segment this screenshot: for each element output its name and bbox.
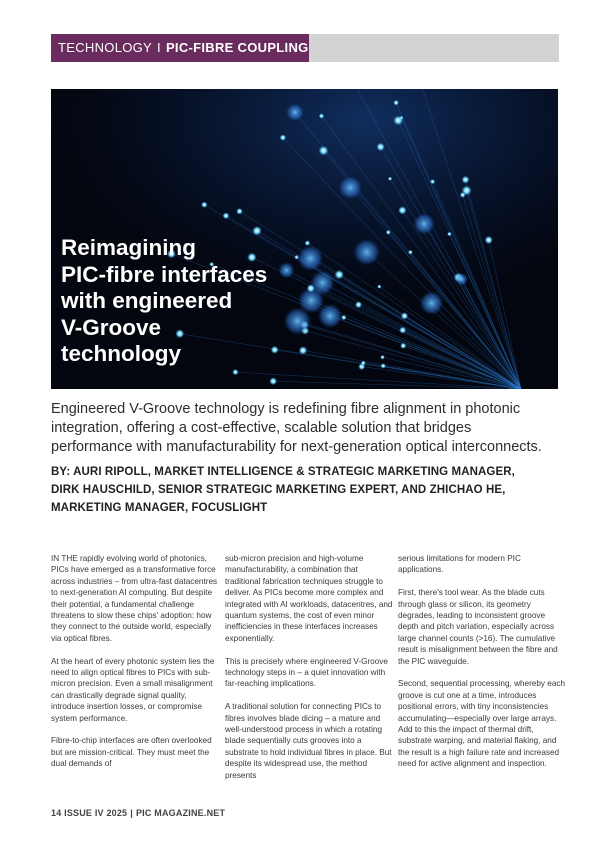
article-standfirst: Engineered V-Groove technology is redefining fibre alignment in photonic integration, offering a cost-effective, scalable solution that bridges performance with manufacturability for next-generation optical interconnects. bbox=[51, 401, 542, 455]
fibre-tip-glow bbox=[319, 146, 329, 156]
body-paragraph: First, there's tool wear. As the blade cuts through glass or silicon, its geometry degrades, leading to inconsistent groove depth and pitch variation, especially across large channel counts (>16). The cumulative result is misalignment between the fibre and the PIC waveguide. bbox=[398, 588, 558, 666]
byline-line: BY: AURI RIPOLL, MARKET INTELLIGENCE & STRATEGIC MARKETING MANAGER, bbox=[51, 466, 515, 478]
byline-line: DIRK HAUSCHILD, SENIOR STRATEGIC MARKETING EXPERT, AND ZHICHAO HE, bbox=[51, 484, 506, 496]
site-link[interactable]: PIC MAGAZINE.NET bbox=[135, 808, 226, 818]
byline-line: MARKETING MANAGER, FOCUSLIGHT bbox=[51, 502, 268, 514]
fibre-tip-glow bbox=[381, 363, 386, 368]
fibre-tip-glow bbox=[393, 116, 403, 126]
article-title bbox=[61, 235, 301, 368]
fibre-tip-glow bbox=[398, 206, 406, 214]
fibre-tip-glow bbox=[401, 312, 408, 319]
fibre-tip-glow bbox=[232, 369, 238, 375]
body-paragraph: A traditional solution for connecting PICs to fibres involves blade dicing – a mature and well-understood process in which a rotating blade sequentially cuts grooves into a substrate to hold individual fibres in place. But despite its widespread use, the method presents bbox=[225, 702, 392, 780]
title-line: Reimagining bbox=[61, 235, 197, 260]
fibre-tip-glow bbox=[305, 240, 311, 246]
body-paragraph: At the heart of every photonic system lies the need to align optical fibres to PICs with sub-micron precision. Even a small misalignment can drastically degrade signal quality, introduce insertion losses, or compromise system performance. bbox=[51, 656, 215, 723]
fibre-tip-glow bbox=[280, 134, 286, 140]
fibre-tip-glow bbox=[380, 355, 385, 360]
fibre-tip-glow bbox=[462, 186, 472, 196]
body-paragraph: IN THE rapidly evolving world of photonics, PICs have emerged as a transformative force across industries – from ultra-fast datacentres to next-generation AI computing. But despite their potential, a fundamental challenge threatens to slow these chips' adoption: how they connect to the outside world, especially via optical fibres. bbox=[51, 554, 218, 643]
fibre-tip-glow bbox=[201, 202, 207, 208]
body-paragraph: sub-micron precision and high-volume manufacturability, a combination that traditional fabrication techniques struggle to deliver. As PICs become more complex and integrated with AI workloads, datacentres, and quantum systems, the cost of even minor inefficiencies in these interfaces increases exponentially. bbox=[225, 554, 393, 643]
fibre-tip-glow bbox=[376, 143, 384, 151]
title-line: V-Groove bbox=[61, 314, 162, 340]
fibre-tip-glow bbox=[361, 361, 366, 366]
fibre-tip-glow bbox=[269, 377, 277, 385]
hero-image bbox=[51, 89, 558, 389]
body-column-3 bbox=[398, 553, 566, 781]
fibre-tip-glow bbox=[286, 103, 304, 121]
fibre-tip-glow bbox=[399, 327, 406, 334]
fibre-tip-glow bbox=[400, 343, 406, 349]
page-number: 14 bbox=[51, 808, 62, 818]
fibre-tip-glow bbox=[353, 239, 380, 266]
body-column-2 bbox=[225, 553, 393, 792]
body-column-1 bbox=[51, 553, 219, 781]
fibre-tip-glow bbox=[236, 208, 243, 215]
fibre-tip-glow bbox=[386, 230, 391, 235]
fibre-tip-glow bbox=[430, 179, 435, 184]
section-separator: I bbox=[157, 40, 161, 55]
title-line: technology bbox=[61, 341, 182, 366]
fibre-tip-glow bbox=[223, 212, 230, 219]
fibre-tip-glow bbox=[462, 176, 470, 184]
title-line: with engineered bbox=[61, 288, 233, 313]
fibre-tip-glow bbox=[339, 176, 362, 199]
section-label: TECHNOLOGY bbox=[58, 40, 153, 55]
fibre-tip-glow bbox=[307, 284, 315, 292]
fibre-tip-glow bbox=[355, 301, 362, 308]
topic-label: PIC-FIBRE COUPLING bbox=[165, 40, 309, 55]
body-paragraph: Fibre-to-chip interfaces are often overlooked but are mission-critical. They must meet the dual demands of bbox=[51, 736, 212, 769]
page-footer bbox=[51, 808, 225, 818]
title-line: PIC-fibre interfaces bbox=[61, 261, 268, 287]
body-paragraph: Second, sequential processing, whereby each groove is cut one at a time, introduces positional errors, with tiny inconsistencies accumulating—especially over large arrays. Add to this the impact of thermal drift, substrate warping, and material flaking, and the result is a high failure rate and increased need for active alignment and inspection. bbox=[398, 679, 566, 769]
fibre-tip-glow bbox=[413, 213, 435, 235]
fibre-tip-glow bbox=[297, 245, 323, 271]
fibre-tip-glow bbox=[420, 291, 444, 315]
issue-label: ISSUE IV 2025 bbox=[64, 808, 128, 818]
fibre-tip-glow bbox=[319, 113, 324, 118]
body-paragraph: serious limitations for modern PIC applications. bbox=[398, 554, 521, 575]
fibre-tip-glow bbox=[335, 270, 344, 279]
fibre-tip-glow bbox=[341, 315, 346, 320]
section-tag bbox=[51, 34, 309, 62]
fibre-tip-glow bbox=[388, 177, 392, 181]
fibre-tip-glow bbox=[485, 236, 493, 244]
body-paragraph: This is precisely where engineered V-Groove technology steps in – a quiet innovation with far-reaching implications. bbox=[225, 656, 388, 689]
fibre-tip-glow bbox=[408, 250, 413, 255]
fibre-tip-glow bbox=[447, 232, 452, 237]
article-byline bbox=[51, 463, 556, 517]
footer-separator: | bbox=[130, 808, 133, 818]
fibre-tip-glow bbox=[377, 285, 381, 289]
fibre-tip-glow bbox=[456, 273, 468, 285]
fibre-tip-glow bbox=[393, 100, 399, 106]
